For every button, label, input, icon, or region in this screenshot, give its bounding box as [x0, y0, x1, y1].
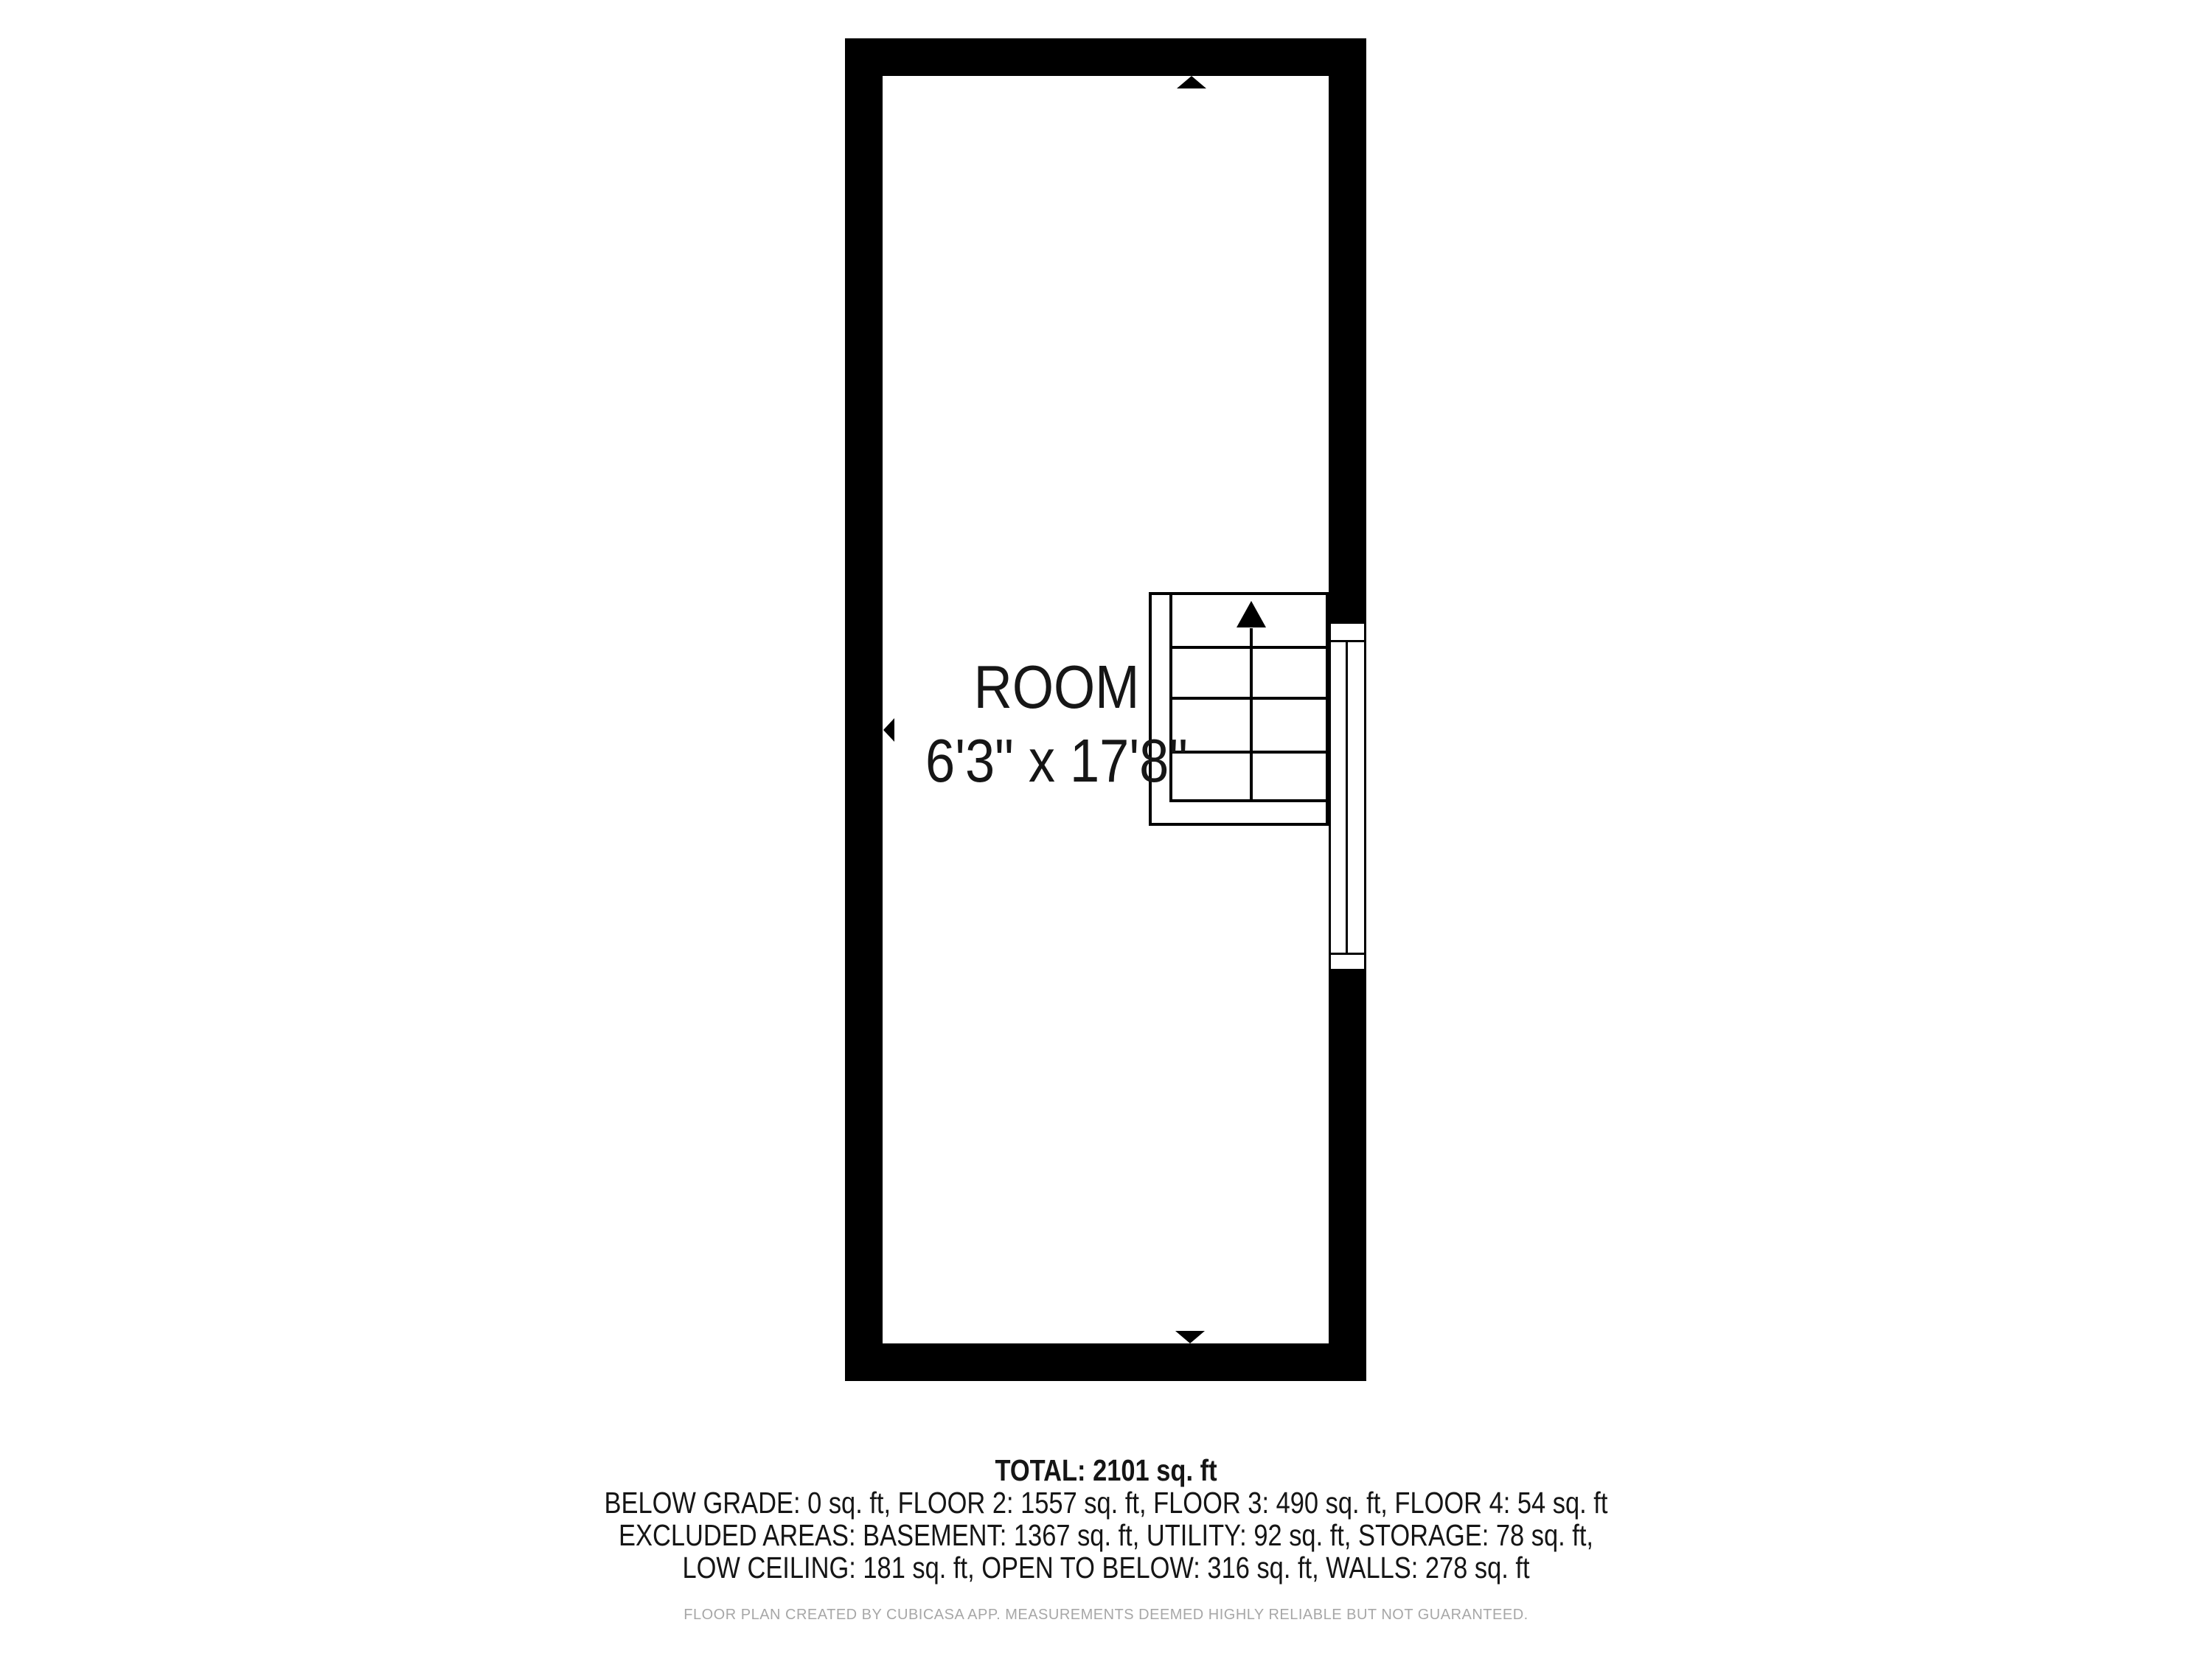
footer-disclaimer: FLOOR PLAN CREATED BY CUBICASA APP. MEASUREMENTS DEEMED HIGHLY RELIABLE BUT NOT GUARANTEED.	[684, 1607, 1528, 1623]
summary-line-floors: BELOW GRADE: 0 sq. ft, FLOOR 2: 1557 sq. ft, FLOOR 3: 490 sq. ft, FLOOR 4: 54 sq. ft	[604, 1486, 1608, 1520]
window	[1329, 622, 1366, 971]
stair-tread-line	[1172, 646, 1326, 649]
down-arrow-icon	[1175, 1331, 1205, 1343]
summary-line-low-ceiling: LOW CEILING: 181 sq. ft, OPEN TO BELOW: 316 sq. ft, WALLS: 278 sq. ft	[682, 1551, 1530, 1585]
stair-center-line	[1250, 628, 1253, 799]
summary-line-excluded: EXCLUDED AREAS: BASEMENT: 1367 sq. ft, UTILITY: 92 sq. ft, STORAGE: 78 sq. ft,	[619, 1518, 1593, 1552]
room-label	[864, 650, 1249, 798]
up-arrow-icon	[1177, 76, 1206, 88]
room-name: ROOM	[973, 653, 1140, 721]
room-dimensions: 6'3" x 17'8"	[925, 726, 1188, 795]
stair-up-arrow-icon	[1237, 601, 1266, 627]
area-summary	[177, 1454, 2035, 1584]
window-center-line	[1346, 640, 1348, 955]
summary-total: TOTAL: 2101 sq. ft	[995, 1453, 1217, 1487]
